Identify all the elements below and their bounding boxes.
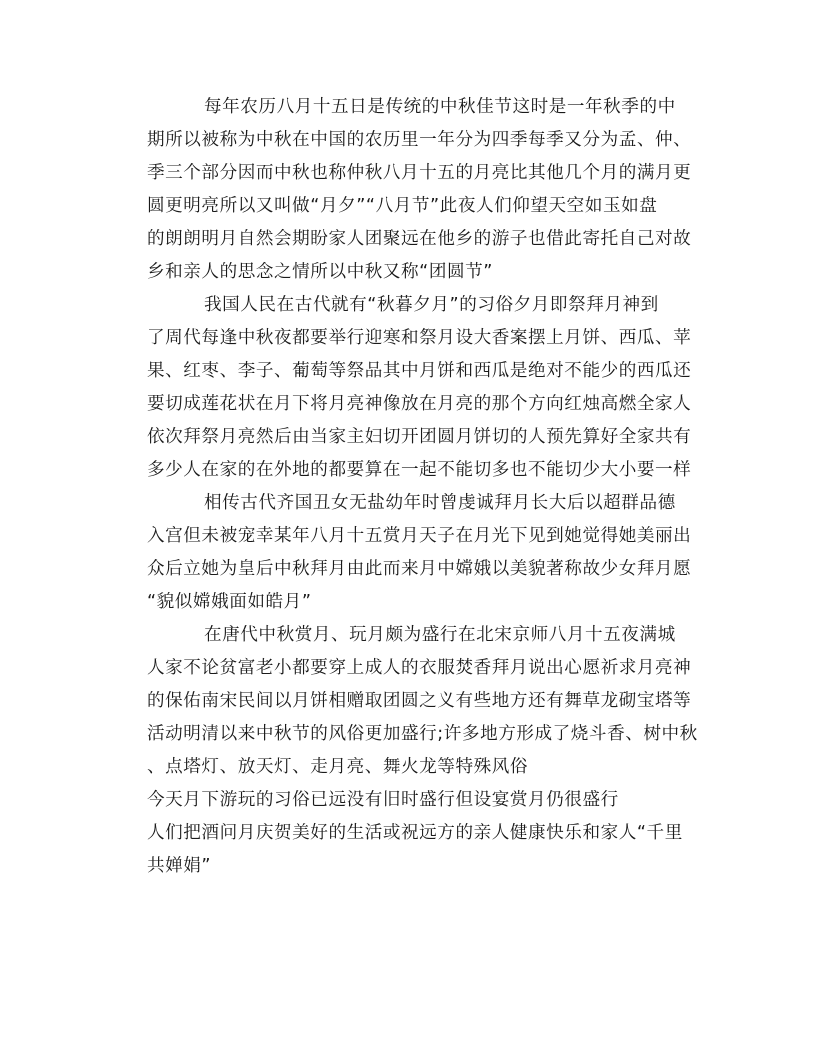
text-line: 期所以被称为中秋在中国的农历里一年分为四季每季又分为孟、仲、 xyxy=(147,130,692,150)
paragraph-modern-customs xyxy=(147,784,692,883)
paragraph-wuyan-legend xyxy=(147,487,692,619)
text-line: “貌似嫦娥面如皓月” xyxy=(147,592,312,612)
text-line: 多少人在家的在外地的都要算在一起不能切多也不能切少大小要一样 xyxy=(147,460,692,480)
text-line: 的朗朗明月自然会期盼家人团聚远在他乡的游子也借此寄托自己对故 xyxy=(147,229,692,249)
text-line: 乡和亲人的思念之情所以中秋又称“团圆节” xyxy=(147,262,493,282)
text-line: 每年农历八月十五日是传统的中秋佳节这时是一年秋季的中 xyxy=(204,97,676,117)
document-body xyxy=(147,91,698,883)
text-line: 今天月下游玩的习俗已远没有旧时盛行但设宴赏月仍很盛行 xyxy=(147,790,619,810)
text-line: 依次拜祭月亮然后由当家主妇切开团圆月饼切的人预先算好全家共有 xyxy=(147,427,692,447)
text-line: 了周代每逢中秋夜都要举行迎寒和祭月设大香案摆上月饼、西瓜、苹 xyxy=(147,328,692,348)
text-line: 众后立她为皇后中秋拜月由此而来月中嫦娥以美貌著称故少女拜月愿 xyxy=(147,559,692,579)
text-line: 共婵娟” xyxy=(147,856,212,876)
text-line: 的保佑南宋民间以月饼相赠取团圆之义有些地方还有舞草龙砌宝塔等 xyxy=(147,691,692,711)
text-line: 相传古代齐国丑女无盐幼年时曾虔诚拜月长大后以超群品德 xyxy=(204,493,676,513)
text-line: 要切成莲花状在月下将月亮神像放在月亮的那个方向红烛高燃全家人 xyxy=(147,394,692,414)
text-line: 我国人民在古代就有“秋暮夕月”的习俗夕月即祭拜月神到 xyxy=(204,295,659,315)
text-line: 人家不论贫富老小都要穿上成人的衣服焚香拜月说出心愿祈求月亮神 xyxy=(147,658,692,678)
text-line: 圆更明亮所以又叫做“月夕”“八月节”此夜人们仰望天空如玉如盘 xyxy=(147,196,658,216)
text-line: 、点塔灯、放天灯、走月亮、舞火龙等特殊风俗 xyxy=(147,757,529,777)
text-line: 果、红枣、李子、葡萄等祭品其中月饼和西瓜是绝对不能少的西瓜还 xyxy=(147,361,692,381)
paragraph-mid-autumn-intro xyxy=(147,91,692,289)
text-line: 人们把酒问月庆贺美好的生活或祝远方的亲人健康快乐和家人“千里 xyxy=(147,823,683,843)
text-line: 在唐代中秋赏月、玩月颇为盛行在北宋京师八月十五夜满城 xyxy=(204,625,676,645)
text-line: 活动明清以来中秋节的风俗更加盛行;许多地方形成了烧斗香、树中秋 xyxy=(147,724,698,744)
paragraph-tang-song-customs xyxy=(147,619,698,784)
text-line: 入宫但未被宠幸某年八月十五赏月天子在月光下见到她觉得她美丽出 xyxy=(147,526,692,546)
paragraph-moon-worship xyxy=(147,289,692,487)
text-line: 季三个部分因而中秋也称仲秋八月十五的月亮比其他几个月的满月更 xyxy=(147,163,692,183)
